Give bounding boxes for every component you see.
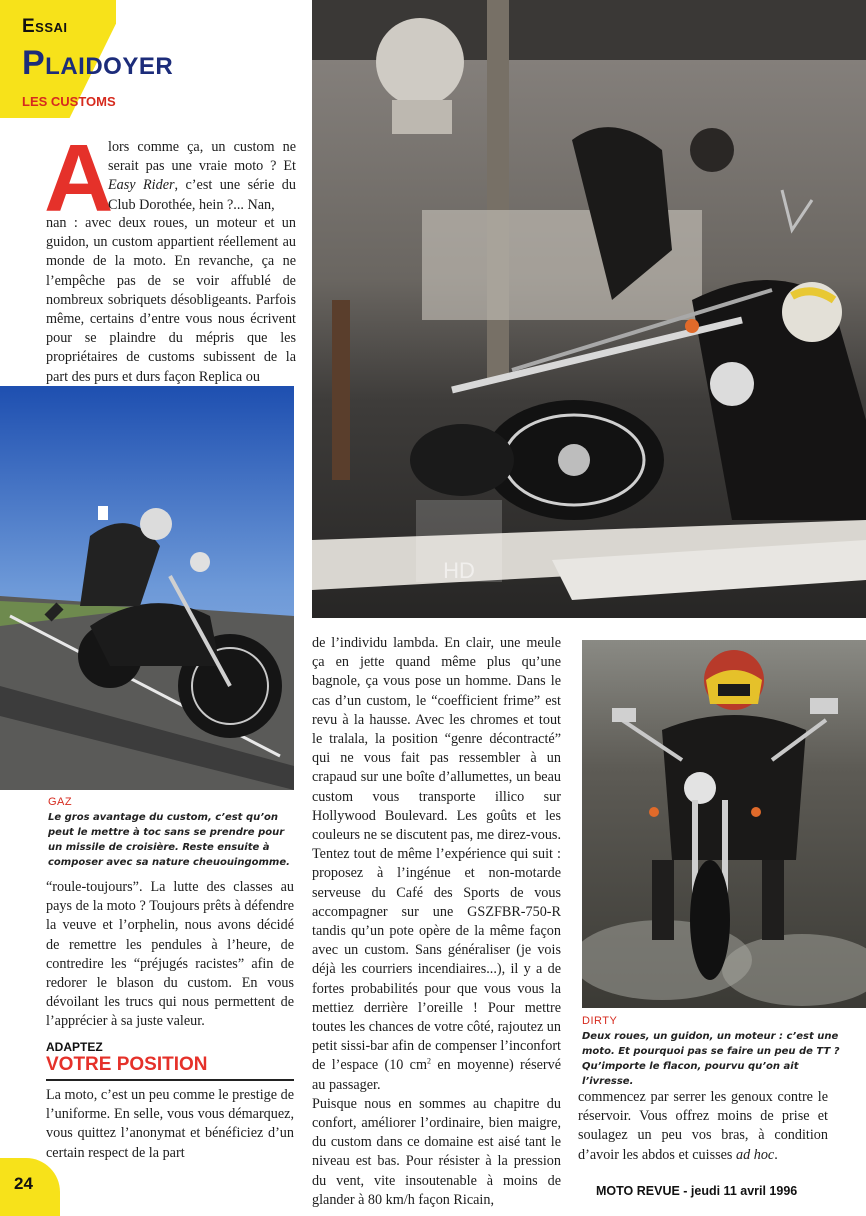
caption-gaz-title: GAZ (48, 796, 73, 808)
intro-paragraph-continued: nan : avec deux roues, un moteur et un guidon, un custom appartient réellement au monde de la moto. En revanche, ça ne l’empêche pas de se voir affublé de nombreux sobriquets désobligeants. Parfois même, certains d’entre vous nous écrivent pour se plaindre du mépris que les propriétaires de customs subissent de la part des purs et durs façon Replica ou (46, 215, 296, 385)
drop-cap: A (44, 125, 114, 232)
column-1-paragraph: “roule-toujours”. La lutte des classes au pays de la moto ? Toujours prêts à défendre la veuve et l’orphelin, nous avons décidé de remettre les pendules à l’heure, de contredire les “préjugés racistes” afin de redorer le blason du custom. En vous dévoilant les trucs qui nous permettent de l’apprécier à sa juste valeur. (46, 879, 294, 1030)
intro-italic-title: Easy Rider (108, 177, 175, 194)
watermark-text: HD (443, 558, 475, 583)
column-2-paragraph-1 (312, 634, 561, 1095)
caption-dirty-text: Deux roues, un guidon, un moteur : c’est une moto. Et pourquoi pas se faire un peu de TT ? Qu’importe le flacon, pourvu qu’on ait l’ivresse. (582, 1031, 840, 1087)
footer-publication: MOTO REVUE - jeudi 11 avril 1996 (596, 1184, 798, 1198)
photo-dirty-illustration (582, 640, 866, 1008)
photo-illustration (312, 0, 866, 618)
column-1-subsection-paragraph: La moto, c’est un peu comme le prestige de l’uniforme. En selle, vous vous démarquez, vous quittez l’anonymat et bénéficiez d’un certain respect de la part (46, 1087, 294, 1161)
photo-dirty (582, 640, 866, 1008)
superscript-squared: 2 (427, 1056, 432, 1066)
section-kicker: Essai (22, 16, 68, 37)
column-2-paragraph-2: Puisque nous en sommes au chapitre du confort, améliorer l’ordinaire, bien maigre, du custom dans ce domaine est aisé tant le niveau est bas. Pour résister à la pression du vent, vite insoutenable à moins de glander à 80 km/h façon Ricain, (312, 1095, 561, 1208)
article-headline: Plaidoyer (22, 44, 174, 82)
column-2 (312, 634, 561, 1210)
caption-gaz-text: Le gros avantage du custom, c’est qu’on peut le mettre à toc sans se prendre pour un missile de croisière. Reste ensuite à composer avec sa nature cheuouingomme. (48, 812, 290, 868)
column-3-text-end: . (774, 1146, 778, 1163)
page-number: 24 (14, 1174, 33, 1193)
caption-dirty-title: DIRTY (582, 1015, 618, 1027)
intro-paragraph-start (108, 138, 296, 215)
section-label: LES CUSTOMS (22, 94, 116, 109)
column-3-italic: ad hoc (736, 1146, 775, 1163)
intro-text-2: , c’est une série du Club Dorothée, hein ?... Nan, (108, 177, 296, 213)
subhead-kicker: ADAPTEZ (46, 1040, 103, 1054)
photo-gaz-illustration (0, 386, 294, 790)
subhead-title: VOTRE POSITION (46, 1054, 208, 1075)
photo-custom-crash (312, 0, 866, 618)
intro-text-1: lors comme ça, un custom ne serait pas une vraie moto ? Et (108, 139, 296, 175)
column-3-text: commencez par serrer les genoux contre le réservoir. Vous offrez moins de prise et soulagez un peu vos bras, à condition d’avoir les abdos et cuisses (578, 1089, 828, 1163)
subhead-rule (46, 1079, 294, 1081)
column-3-paragraph (578, 1088, 828, 1165)
column-2-text-2: en moyenne) réservé au passager. (312, 1057, 561, 1093)
column-2-text-1: de l’individu lambda. En clair, une meule ça en jette quand même plus qu’une bagnole, ça vous pose un homme. Dans le cas d’un custom, le “coefficient frime” est revu à la hausse. Avec les chromes et tout le tralala, la position “genre décontracté” qui ne vous fait pas ressembler à un crapaud sur une boîte d’allumettes, un beau custom vous transporte illico sur Hollywood Boulevard. Les goûts et les couleurs ne se discutent pas, me direz-vous. Tentez tout de même l’expérience qui suit : proposez à l’ingénue et non-motarde serveuse du Café des Sports de vous accompagner sur une GSZFBR-750-R tandis qu’un pote opère de la même façon avec un custom. Sans généraliser (je vois déjà les courriers incendiaires...), il y a de fortes probabilités pour que vous vous la mettiez derrière l’oreille ! Pour mettre toutes les chances de votre côté, rajoutez un petit sissi-bar afin de compenser l’inconfort de l’espace (10 cm (312, 635, 561, 1074)
photo-gaz (0, 386, 294, 790)
